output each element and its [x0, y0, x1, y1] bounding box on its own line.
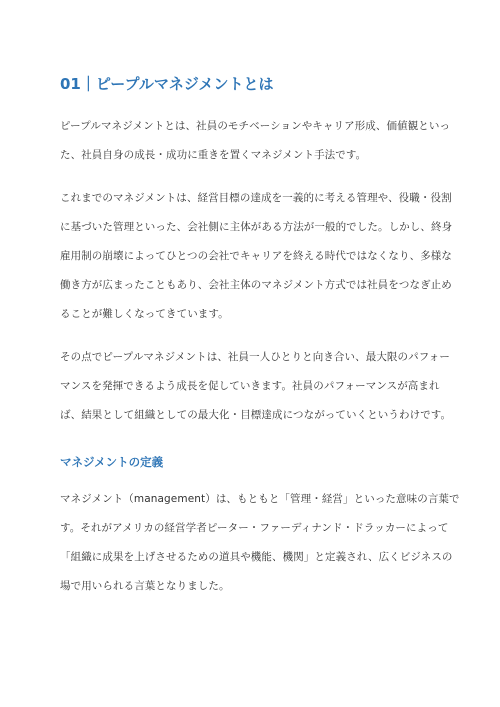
paragraph-line: マンスを発揮できるよう成長を促していきます。社員のパフォーマンスが高まれ	[60, 380, 440, 392]
paragraph-line: その点でピープルマネジメントは、社員一人ひとりと向き合い、最大限のパフォー	[60, 351, 450, 363]
paragraph-line: 場で用いられる言葉となりました。	[60, 580, 230, 592]
point-paragraph	[60, 343, 452, 430]
intro-paragraph	[60, 112, 451, 170]
paragraph-line: ることが難しくなってきています。	[60, 308, 229, 320]
paragraph-line: 「組織に成果を上げさせるための道具や機能、機関」と定義され、広くビジネスの	[60, 551, 453, 563]
paragraph-line: に基づいた管理といった、会社側に主体がある方法が一般的でした。しかし、終身	[60, 221, 453, 233]
paragraph-line: す。それがアメリカの経営学者ピーター・ファーディナンド・ドラッカーによって	[60, 522, 449, 534]
history-paragraph	[60, 184, 453, 329]
paragraph-line: 雇用制の崩壊によってひとつの会社でキャリアを終える時代ではなくなり、多様な	[60, 250, 452, 262]
paragraph-line: ピープルマネジメントとは、社員のモチベーションやキャリア形成、価値観といっ	[60, 120, 451, 132]
definition-heading: マネジメントの定義	[60, 455, 164, 469]
paragraph-line: た、社員自身の成長・成功に重きを置くマネジメント手法です。	[60, 149, 367, 161]
paragraph-line: 働き方が広まったこともあり、会社主体のマネジメント方式では社員をつなぎ止め	[60, 279, 452, 291]
paragraph-line: マネジメント（management）は、もともと「管理・経営」といった意味の言葉で	[60, 493, 460, 505]
paragraph-line: これまでのマネジメントは、経営目標の達成を一義的に考える管理や、役職・役割	[60, 192, 452, 204]
paragraph-line: ば、結果として組織としての最大化・目標達成につながっていくというわけです。	[60, 409, 452, 421]
page-title: 01｜ピープルマネジメントとは	[60, 75, 274, 93]
definition-paragraph	[60, 485, 460, 601]
